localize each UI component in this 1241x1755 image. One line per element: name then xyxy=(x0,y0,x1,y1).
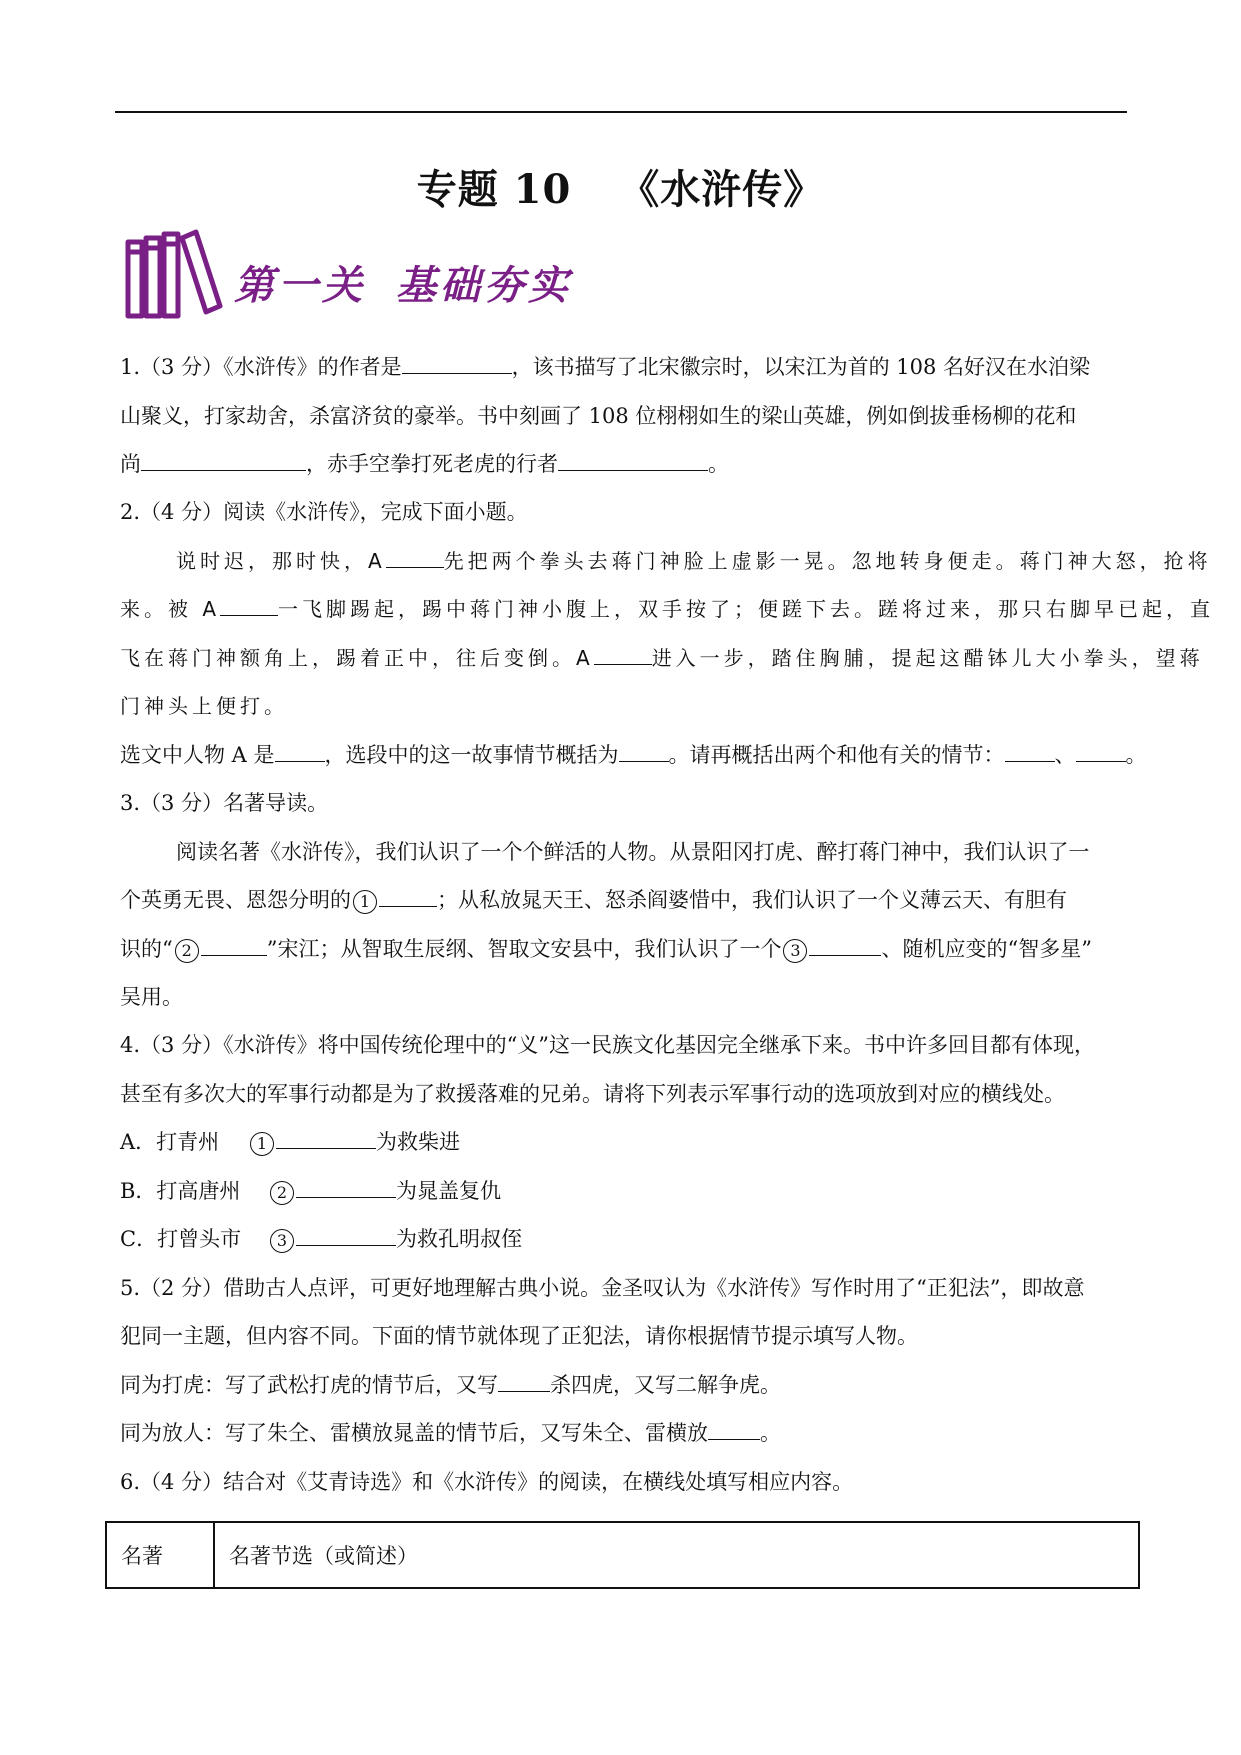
circled-number: 1 xyxy=(353,890,377,914)
option-text: 为救孔明叔侄 xyxy=(396,1227,522,1251)
q2-passage: 一飞脚踢起，踢中蒋门神小腹上，双手按了；便蹉下去。蹉将过来，那只右脚早已起，直 xyxy=(278,597,1215,621)
circled-number: 2 xyxy=(175,939,199,963)
answer-blank[interactable] xyxy=(379,886,437,907)
table-row xyxy=(106,1522,1139,1588)
section-banner-text xyxy=(234,254,572,311)
q3-stem xyxy=(120,788,328,818)
q3-line-4 xyxy=(120,982,183,1012)
q2-passage: 飞在蒋门神额角上，踢着正中，往后变倒。A xyxy=(120,646,594,670)
q2-passage-line-3 xyxy=(120,643,1204,673)
answer-blank[interactable] xyxy=(386,547,444,568)
answer-blank[interactable] xyxy=(498,1371,550,1392)
q3-text: 识的“ xyxy=(120,937,173,961)
title-topic: 专题 10 xyxy=(416,166,572,213)
q4-line-2 xyxy=(120,1079,1065,1109)
q1-text: 尚 xyxy=(120,452,141,476)
q5-text: 同为放人：写了朱仝、雷横放晁盖的情节后，又写朱仝、雷横放 xyxy=(120,1421,708,1445)
q1-line-3 xyxy=(120,449,729,479)
answer-blank[interactable] xyxy=(708,1419,760,1440)
q6-table xyxy=(105,1521,1140,1589)
q2-passage: 门神头上便打。 xyxy=(120,694,288,718)
answer-blank[interactable] xyxy=(1076,741,1126,762)
q2-text: 。请再概括出两个和他有关的情节： xyxy=(668,743,1005,767)
q3-text: ”宋江；从智取生辰纲、智取文安县中，我们认识了一个 xyxy=(266,937,782,961)
q3-text: 个英勇无畏、恩怨分明的 xyxy=(120,888,351,912)
page-title xyxy=(0,158,1241,215)
q3-text: 吴用。 xyxy=(120,985,183,1009)
banner-level: 第一关 xyxy=(234,262,366,309)
answer-blank[interactable] xyxy=(619,741,669,762)
q4-option-b xyxy=(120,1176,501,1206)
circled-number: 1 xyxy=(250,1132,274,1156)
q2-passage-line-2 xyxy=(120,594,1214,624)
q6-stem xyxy=(120,1467,853,1497)
q3-text: ；从私放晁天王、怒杀阎婆惜中，我们认识了一个义薄云天、有胆有 xyxy=(437,888,1067,912)
q5-line-2 xyxy=(120,1321,918,1351)
q1-line-1 xyxy=(120,352,1090,382)
q2-passage-line-4 xyxy=(120,691,288,721)
q1-text: ，赤手空拳打死老虎的行者 xyxy=(306,452,558,476)
q2-passage: 来。被 A xyxy=(120,597,221,621)
option-label: B．打高唐州 xyxy=(120,1179,241,1203)
answer-blank[interactable] xyxy=(296,1177,396,1198)
option-label: A．打青州 xyxy=(120,1130,220,1154)
q2-text: 2.（4 分）阅读《水浒传》，完成下面小题。 xyxy=(120,500,528,524)
answer-blank[interactable] xyxy=(141,450,306,471)
q5-line-4 xyxy=(120,1418,781,1448)
answer-blank[interactable] xyxy=(220,595,278,616)
q5-text: 5.（2 分）借助古人点评，可更好地理解古典小说。金圣叹认为《水浒传》写作时用了“正犯法”，即故意 xyxy=(120,1276,1085,1300)
answer-blank[interactable] xyxy=(594,644,652,665)
q4-option-c xyxy=(120,1224,522,1254)
q3-line-1 xyxy=(176,837,1090,867)
option-text: 为晁盖复仇 xyxy=(396,1179,501,1203)
q1-text: 。 xyxy=(708,452,729,476)
answer-blank[interactable] xyxy=(402,353,512,374)
books-icon xyxy=(124,228,224,324)
q1-line-2 xyxy=(120,401,1076,431)
q5-text: 杀四虎，又写二解争虎。 xyxy=(550,1373,781,1397)
q2-stem xyxy=(120,497,528,527)
q3-line-3 xyxy=(120,934,1092,964)
header-rule xyxy=(115,111,1127,113)
circled-number: 2 xyxy=(270,1181,294,1205)
q1-text: 山聚义，打家劫舍，杀富济贫的豪举。书中刻画了 108 位栩栩如生的梁山英雄，例如倒拔垂杨柳的花和 xyxy=(120,404,1077,428)
q4-option-a xyxy=(120,1127,460,1157)
answer-blank[interactable] xyxy=(1005,741,1055,762)
q2-text: 、 xyxy=(1054,743,1076,767)
option-label: C．打曾头市 xyxy=(120,1227,242,1251)
q2-passage: 说时迟，那时快，A xyxy=(176,549,386,573)
q5-text: 。 xyxy=(760,1421,781,1445)
q2-passage-line-1 xyxy=(176,546,1212,576)
q5-text: 犯同一主题，但内容不同。下面的情节就体现了正犯法，请你根据情节提示填写人物。 xyxy=(120,1324,918,1348)
answer-blank[interactable] xyxy=(296,1225,396,1246)
q1-text: 1.（3 分）《水浒传》的作者是 xyxy=(120,355,402,379)
q2-text: 选文中人物 A 是 xyxy=(120,743,275,767)
circled-number: 3 xyxy=(783,939,807,963)
answer-blank[interactable] xyxy=(558,450,708,471)
q3-line-2 xyxy=(120,885,1067,915)
q1-text: ，该书描写了北宋徽宗时，以宋江为首的 108 名好汉在水泊梁 xyxy=(511,355,1091,379)
q3-text: 阅读名著《水浒传》，我们认识了一个个鲜活的人物。从景阳冈打虎、醉打蒋门神中，我们认识了一 xyxy=(176,840,1090,864)
q4-text: 甚至有多次大的军事行动都是为了救援落难的兄弟。请将下列表示军事行动的选项放到对应的横线处。 xyxy=(120,1082,1065,1106)
section-banner xyxy=(124,228,572,324)
q3-text: 、随机应变的“智多星” xyxy=(881,937,1092,961)
q4-text: 4.（3 分）《水浒传》将中国传统伦理中的“义”这一民族文化基因完全继承下来。书中许多回目都有体现， xyxy=(120,1033,1096,1057)
q6-text: 6.（4 分）结合对《艾青诗选》和《水浒传》的阅读，在横线处填写相应内容。 xyxy=(120,1470,854,1494)
q2-text: 。 xyxy=(1125,743,1147,767)
banner-subtitle: 基础夯实 xyxy=(396,262,572,309)
q2-passage: 先把两个拳头去蒋门神脸上虚影一晃。忽地转身便走。蒋门神大怒，抢将 xyxy=(443,549,1212,573)
title-book: 《水浒传》 xyxy=(619,166,825,213)
answer-blank[interactable] xyxy=(201,935,267,956)
q2-passage: 进入一步，踏住胸脯，提起这醋钵儿大小拳头，望蒋 xyxy=(651,646,1204,670)
answer-blank[interactable] xyxy=(809,935,881,956)
q4-line-1 xyxy=(120,1030,1095,1060)
option-text: 为救柴进 xyxy=(376,1130,460,1154)
q2-question xyxy=(120,740,1147,770)
circled-number: 3 xyxy=(270,1229,294,1253)
table-header-cell: 名著节选（或简述） xyxy=(214,1522,1139,1588)
table-header-cell: 名著 xyxy=(106,1522,214,1588)
q3-text: 3.（3 分）名著导读。 xyxy=(120,791,329,815)
q5-line-3 xyxy=(120,1370,781,1400)
q5-text: 同为打虎：写了武松打虎的情节后，又写 xyxy=(120,1373,498,1397)
answer-blank[interactable] xyxy=(275,741,325,762)
q2-text: ，选段中的这一故事情节概括为 xyxy=(324,743,619,767)
q5-line-1 xyxy=(120,1273,1085,1303)
answer-blank[interactable] xyxy=(276,1128,376,1149)
